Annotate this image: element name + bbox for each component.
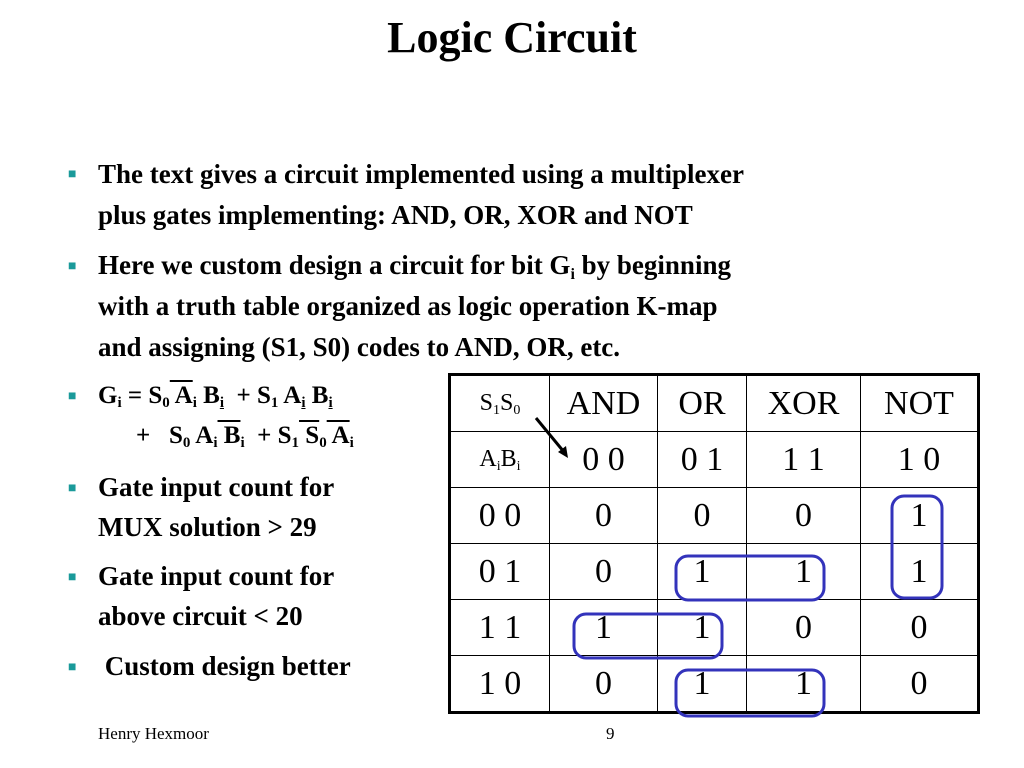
- bullet-marker: ■: [68, 259, 77, 274]
- bullet-marker: ■: [68, 167, 77, 182]
- kmap-row-label: 0 1: [450, 544, 550, 600]
- kmap-row: [450, 600, 979, 656]
- kmap-corner-select: $S_1S_0$: [450, 375, 550, 432]
- kmap-cell: 1: [861, 488, 979, 544]
- kmap-row: [450, 656, 979, 713]
- bullet-5-line-1: Gate input count for: [98, 561, 335, 591]
- bullet-2-line-1: Here we custom design a circuit for bit $G_i$ by beginning: [98, 250, 731, 283]
- kmap-code-cell: 1 0: [861, 432, 979, 488]
- kmap-cell: 1: [550, 600, 658, 656]
- kmap-cell: 1: [747, 544, 861, 600]
- kmap-op-not: NOT: [861, 375, 979, 432]
- kmap-op-and: AND: [550, 375, 658, 432]
- kmap-op-or: OR: [658, 375, 747, 432]
- kmap-cell: 1: [658, 544, 747, 600]
- formula-line-2: + $S_0$ $A_i$ $B_i + S_1$ $S_0$ $A_i$: [136, 422, 354, 451]
- kmap-corner-inputs: $A_iB_i$: [450, 432, 550, 488]
- bullet-1-line-1: The text gives a circuit implemented using a multiplexer: [98, 159, 744, 189]
- bullet-2-line-3: and assigning (S1, S0) codes to AND, OR, etc.: [98, 332, 621, 362]
- kmap-cell: 1: [747, 656, 861, 713]
- formula-line-1: $G_i = S_0$ $A_i$ $B_i + S_1$ $A_i$ $B_i$: [98, 382, 333, 411]
- kmap-code-cell: 1 1: [747, 432, 861, 488]
- bullet-marker: ■: [68, 481, 77, 496]
- kmap-code-cell: 0 0: [550, 432, 658, 488]
- kmap-cell: 1: [861, 544, 979, 600]
- bullet-4-line-2: MUX solution > 29: [98, 512, 317, 542]
- kmap-row-label: 1 1: [450, 600, 550, 656]
- kmap-row-label: 0 0: [450, 488, 550, 544]
- kmap-code-row: [450, 432, 979, 488]
- kmap-row-label: 1 0: [450, 656, 550, 713]
- kmap-row: [450, 488, 979, 544]
- kmap-code-cell: 0 1: [658, 432, 747, 488]
- bullet-6-line-1: Custom design better: [98, 651, 351, 681]
- kmap-row: [450, 544, 979, 600]
- kmap-cell: 0: [550, 544, 658, 600]
- bullet-1-line-2: plus gates implementing: AND, OR, XOR and NOT: [98, 200, 693, 230]
- kmap-cell: 0: [550, 488, 658, 544]
- bullet-2-line-2: with a truth table organized as logic operation K-map: [98, 291, 718, 321]
- kmap-op-xor: XOR: [747, 375, 861, 432]
- kmap-header-row: [450, 375, 979, 432]
- slide-title: Logic Circuit: [387, 13, 637, 62]
- footer-page-number: 9: [606, 724, 615, 743]
- kmap-cell: 0: [747, 488, 861, 544]
- kmap-cell: 0: [658, 488, 747, 544]
- bullet-4-line-1: Gate input count for: [98, 472, 335, 502]
- bullet-5-line-2: above circuit < 20: [98, 601, 303, 631]
- bullet-marker: ■: [68, 389, 77, 404]
- bullet-marker: ■: [68, 660, 77, 675]
- kmap-cell: 1: [658, 600, 747, 656]
- bullet-marker: ■: [68, 570, 77, 585]
- kmap-cell: 0: [861, 600, 979, 656]
- kmap-cell: 0: [550, 656, 658, 713]
- footer-author: Henry Hexmoor: [98, 724, 209, 743]
- kmap-table: [448, 373, 980, 714]
- kmap-cell: 1: [658, 656, 747, 713]
- kmap-cell: 0: [861, 656, 979, 713]
- kmap-cell: 0: [747, 600, 861, 656]
